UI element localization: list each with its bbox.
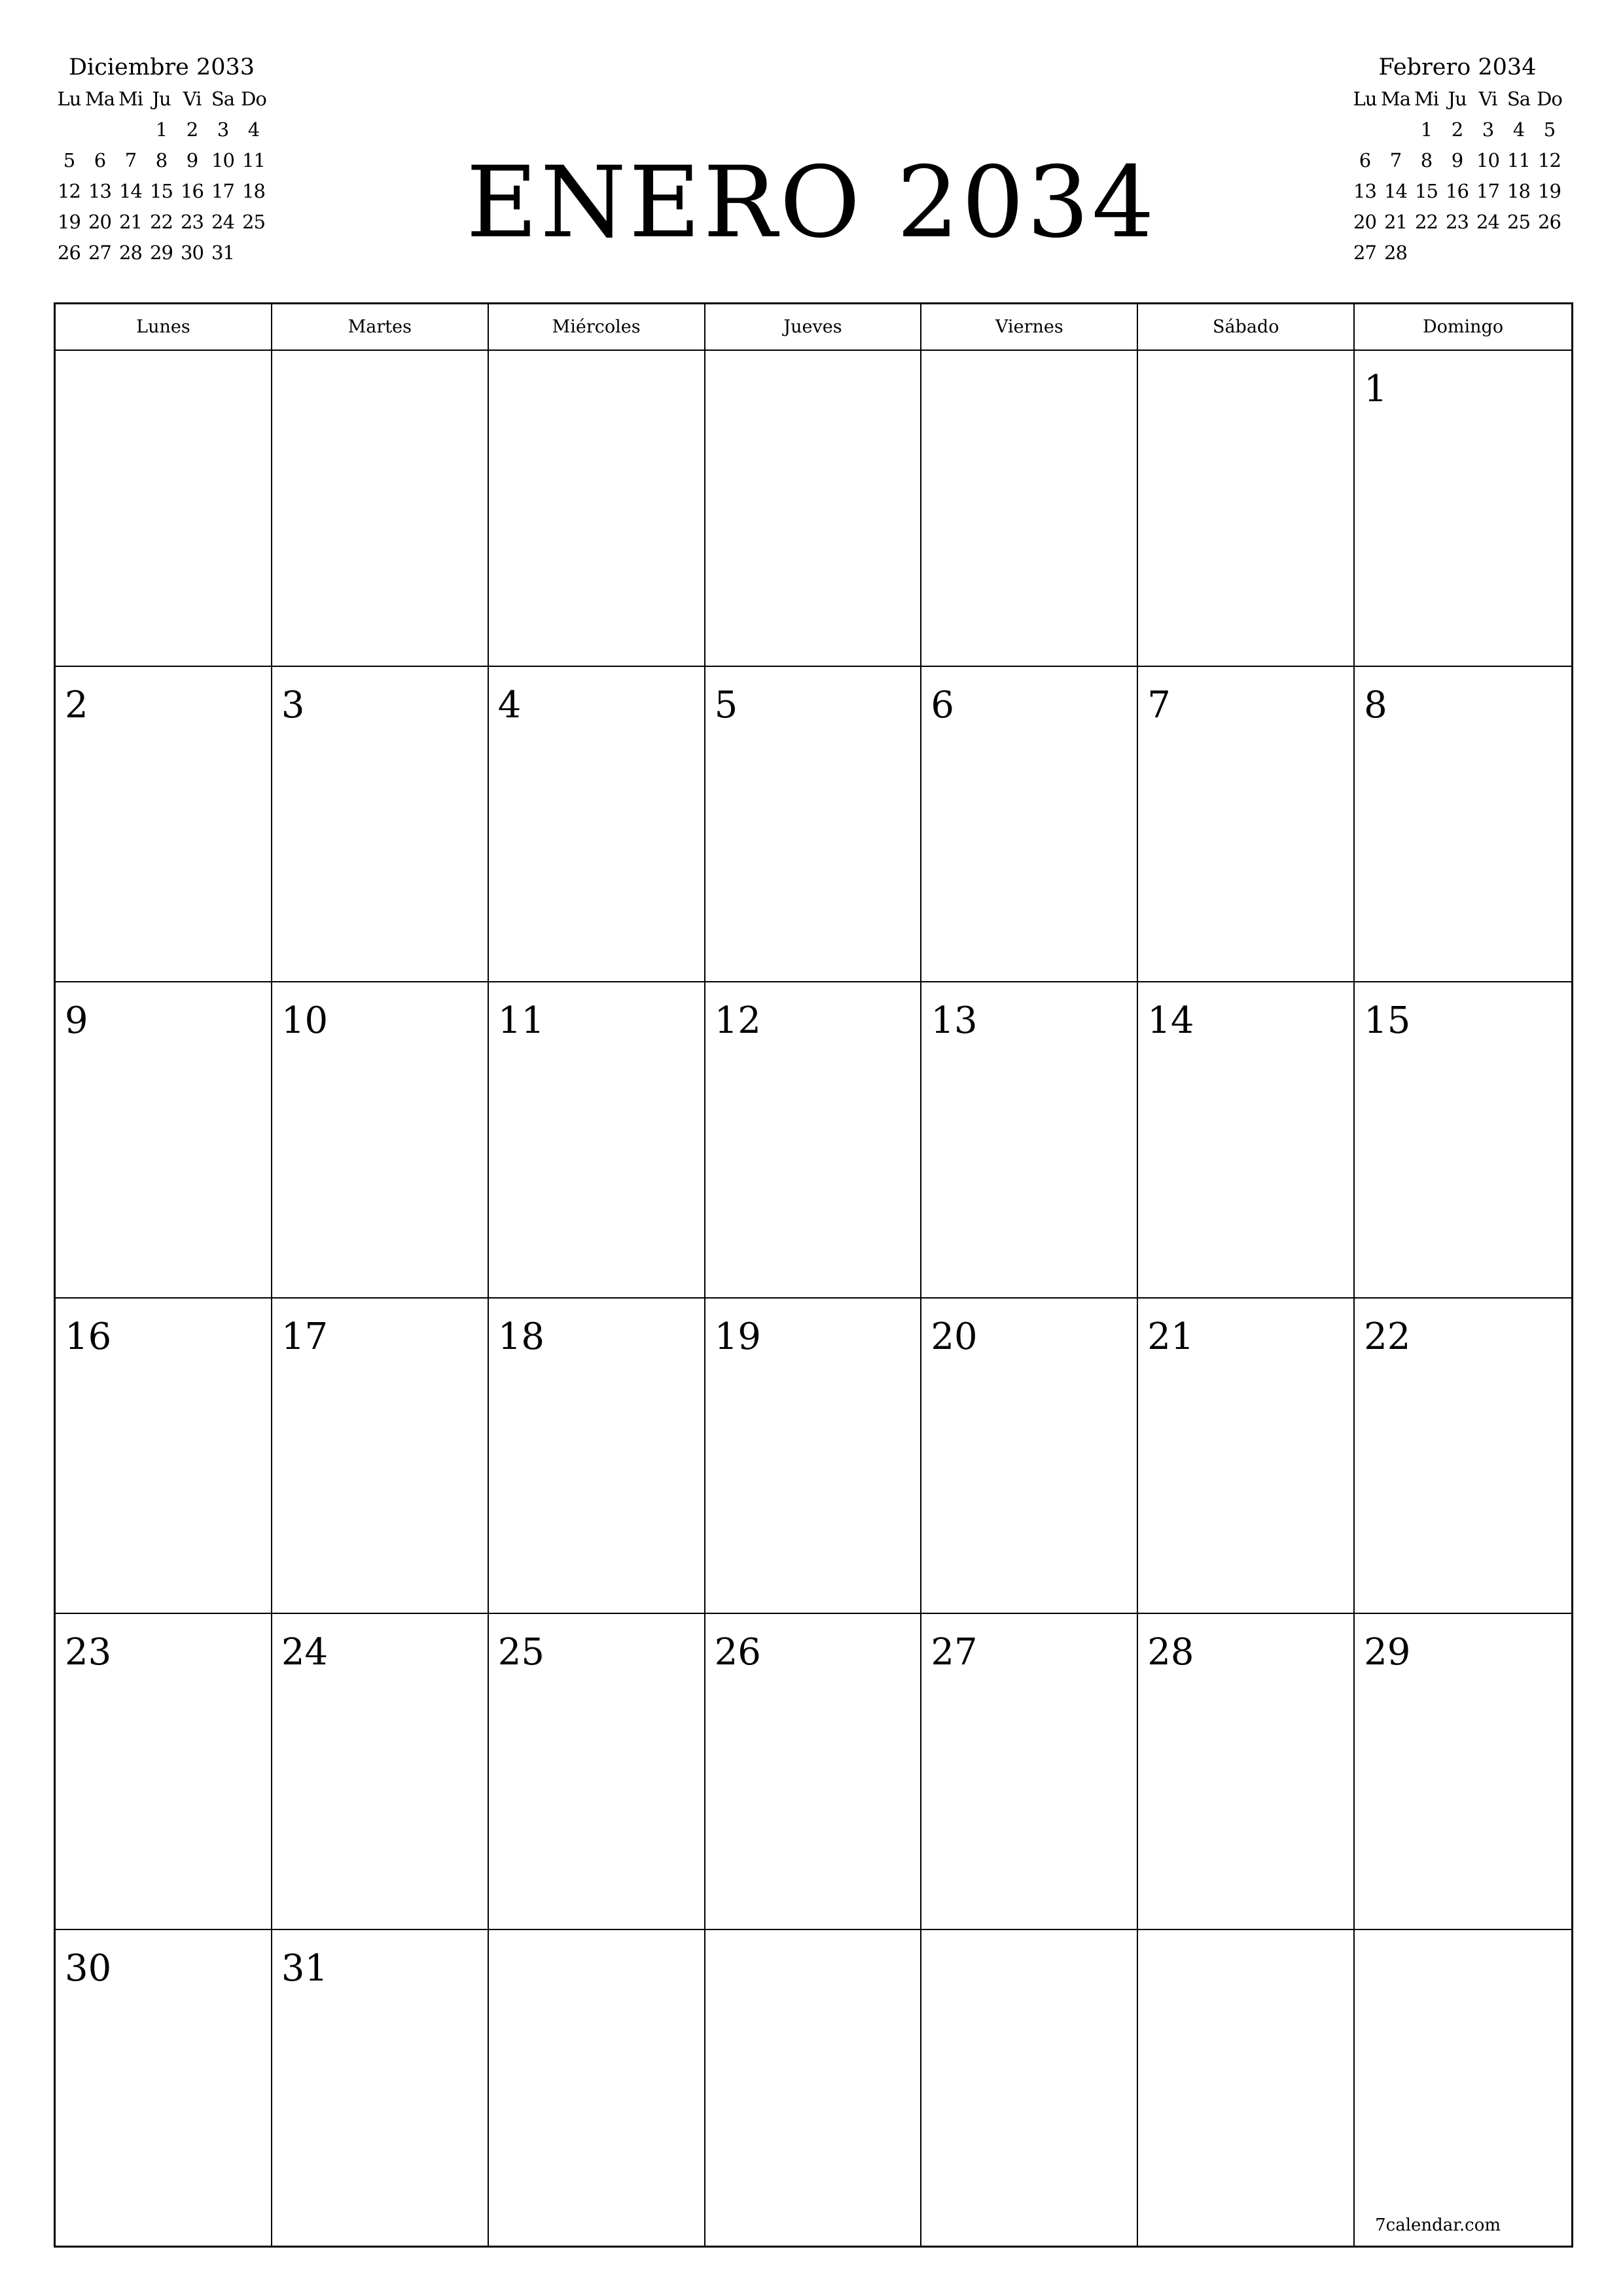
mini-day: 18 — [1507, 180, 1530, 202]
mini-day: 15 — [1415, 180, 1438, 202]
mini-day: 14 — [119, 180, 142, 202]
mini-day: 19 — [1538, 180, 1561, 202]
mini-day — [1503, 238, 1534, 268]
mini-weekday-label: Ju — [1448, 88, 1467, 110]
weekday-header: Sábado — [1138, 304, 1355, 351]
mini-day: 8 — [155, 149, 168, 171]
day-cell — [272, 1930, 489, 2246]
day-number: 3 — [281, 683, 305, 726]
day-cell — [56, 667, 272, 983]
day-number: 18 — [497, 1315, 544, 1358]
mini-day: 5 — [63, 149, 75, 171]
day-number: 9 — [65, 999, 88, 1042]
day-cell — [272, 351, 489, 667]
mini-day — [1349, 115, 1380, 145]
mini-day: 16 — [181, 180, 204, 202]
day-cell — [489, 667, 705, 983]
mini-day: 10 — [211, 149, 234, 171]
day-cell — [705, 1930, 922, 2246]
mini-day: 13 — [88, 180, 111, 202]
day-cell — [272, 982, 489, 1299]
day-number: 15 — [1364, 999, 1411, 1042]
mini-day: 12 — [58, 180, 80, 202]
day-number: 23 — [65, 1631, 112, 1674]
day-cell — [489, 1930, 705, 2246]
day-number: 24 — [281, 1631, 329, 1674]
day-cell — [1138, 1299, 1355, 1615]
mini-weekday-label: Ju — [152, 88, 171, 110]
mini-day: 24 — [211, 211, 234, 233]
page-title: ENERO 2034 — [466, 146, 1157, 260]
day-cell — [705, 667, 922, 983]
day-number: 10 — [281, 999, 329, 1042]
day-cell — [1355, 1930, 1571, 2246]
mini-day — [1442, 238, 1472, 268]
mini-day: 2 — [1451, 118, 1463, 141]
day-cell — [921, 667, 1138, 983]
weekday-header: Viernes — [921, 304, 1138, 351]
day-cell — [56, 1930, 272, 2246]
mini-weekday-label: Ma — [85, 88, 115, 110]
day-cell — [489, 1614, 705, 1930]
day-number: 28 — [1147, 1631, 1194, 1674]
day-cell — [1355, 1299, 1571, 1615]
mini-day: 12 — [1538, 149, 1561, 171]
day-cell — [705, 1299, 922, 1615]
mini-weekday-label: Do — [241, 88, 266, 110]
mini-day: 16 — [1446, 180, 1469, 202]
day-cell — [921, 351, 1138, 667]
mini-day: 18 — [242, 180, 265, 202]
weekday-header: Jueves — [705, 304, 922, 351]
day-number: 2 — [65, 683, 88, 726]
mini-day — [1380, 115, 1411, 145]
mini-day: 4 — [1512, 118, 1525, 141]
mini-day: 8 — [1420, 149, 1433, 171]
mini-day: 21 — [1384, 211, 1407, 233]
mini-day: 22 — [1415, 211, 1438, 233]
mini-weekday-label: Vi — [183, 88, 202, 110]
day-number: 4 — [497, 683, 522, 726]
mini-day: 13 — [1353, 180, 1376, 202]
day-cell — [705, 982, 922, 1299]
mini-day: 27 — [88, 242, 111, 264]
mini-weekday-label: Mi — [118, 88, 143, 110]
mini-day: 9 — [1451, 149, 1463, 171]
mini-calendar-title: Diciembre 2033 — [69, 54, 255, 81]
mini-day: 30 — [181, 242, 204, 264]
day-cell — [489, 982, 705, 1299]
day-number: 1 — [1364, 368, 1387, 410]
mini-calendar-title: Febrero 2034 — [1378, 54, 1537, 81]
mini-day: 17 — [211, 180, 234, 202]
mini-day: 22 — [150, 211, 173, 233]
mini-day: 29 — [150, 242, 173, 264]
mini-weekday-label: Do — [1537, 88, 1562, 110]
day-number: 31 — [281, 1946, 329, 1990]
day-cell — [1355, 667, 1571, 983]
weekday-header: Lunes — [56, 304, 272, 351]
day-number: 6 — [931, 683, 955, 726]
month-grid — [54, 302, 1573, 2248]
mini-day: 7 — [124, 149, 137, 171]
mini-day: 20 — [1353, 211, 1376, 233]
mini-day: 2 — [186, 118, 198, 141]
mini-weekday-label: Lu — [57, 88, 81, 110]
mini-day: 21 — [119, 211, 142, 233]
day-cell — [921, 1930, 1138, 2246]
mini-day: 14 — [1384, 180, 1407, 202]
day-cell — [1355, 351, 1571, 667]
mini-day: 28 — [1384, 242, 1407, 264]
day-cell — [56, 1614, 272, 1930]
mini-calendar-grid — [1349, 84, 1565, 268]
day-cell — [1355, 982, 1571, 1299]
day-number: 25 — [497, 1631, 544, 1674]
day-number: 19 — [714, 1315, 761, 1358]
day-number: 17 — [281, 1315, 329, 1358]
day-cell — [1138, 351, 1355, 667]
day-cell — [489, 351, 705, 667]
day-cell — [1138, 982, 1355, 1299]
day-number: 5 — [714, 683, 738, 726]
day-cell — [489, 1299, 705, 1615]
day-cell — [921, 1614, 1138, 1930]
mini-day: 1 — [155, 118, 168, 141]
day-number: 30 — [65, 1946, 112, 1990]
day-cell — [56, 982, 272, 1299]
day-cell — [705, 1614, 922, 1930]
day-number: 16 — [65, 1315, 112, 1358]
mini-day: 25 — [242, 211, 265, 233]
weekday-header: Domingo — [1355, 304, 1571, 351]
mini-day: 26 — [58, 242, 80, 264]
day-cell — [272, 667, 489, 983]
day-number: 13 — [931, 999, 978, 1042]
mini-day: 26 — [1538, 211, 1561, 233]
mini-day: 7 — [1389, 149, 1402, 171]
day-cell — [705, 351, 922, 667]
mini-day: 6 — [1359, 149, 1371, 171]
mini-weekday-label: Ma — [1381, 88, 1410, 110]
mini-day: 15 — [150, 180, 173, 202]
mini-weekday-label: Sa — [211, 88, 235, 110]
day-number: 20 — [931, 1315, 978, 1358]
mini-weekday-label: Lu — [1353, 88, 1377, 110]
mini-day: 4 — [247, 118, 260, 141]
day-cell — [56, 1299, 272, 1615]
mini-day: 19 — [58, 211, 80, 233]
mini-weekday-label: Sa — [1507, 88, 1531, 110]
day-cell — [1138, 1930, 1355, 2246]
mini-day: 11 — [242, 149, 265, 171]
day-number: 12 — [714, 999, 761, 1042]
weekday-header: Martes — [272, 304, 489, 351]
day-cell — [272, 1614, 489, 1930]
day-number: 11 — [497, 999, 544, 1042]
mini-day: 3 — [1482, 118, 1494, 141]
mini-weekday-label: Vi — [1478, 88, 1497, 110]
mini-weekday-label: Mi — [1414, 88, 1438, 110]
mini-day: 11 — [1507, 149, 1530, 171]
day-cell — [921, 982, 1138, 1299]
day-cell — [56, 351, 272, 667]
day-cell — [1355, 1614, 1571, 1930]
mini-day: 5 — [1543, 118, 1556, 141]
day-number: 22 — [1364, 1315, 1411, 1358]
mini-day: 1 — [1420, 118, 1433, 141]
mini-day: 25 — [1507, 211, 1530, 233]
mini-day: 9 — [186, 149, 198, 171]
day-cell — [921, 1299, 1138, 1615]
day-cell — [1138, 667, 1355, 983]
mini-day: 23 — [181, 211, 204, 233]
mini-day: 24 — [1476, 211, 1499, 233]
mini-day: 6 — [94, 149, 106, 171]
mini-day: 17 — [1476, 180, 1499, 202]
day-number: 27 — [931, 1631, 978, 1674]
mini-day: 10 — [1476, 149, 1499, 171]
mini-day: 20 — [88, 211, 111, 233]
day-number: 26 — [714, 1631, 761, 1674]
mini-day: 31 — [211, 242, 234, 264]
day-number: 7 — [1147, 683, 1171, 726]
mini-day: 27 — [1353, 242, 1376, 264]
day-cell — [272, 1299, 489, 1615]
mini-day: 28 — [119, 242, 142, 264]
mini-day: 3 — [217, 118, 229, 141]
mini-day — [1411, 238, 1442, 268]
day-number: 29 — [1364, 1631, 1411, 1674]
day-number: 8 — [1364, 683, 1387, 726]
mini-day: 23 — [1446, 211, 1469, 233]
day-number: 21 — [1147, 1315, 1194, 1358]
weekday-header: Miércoles — [489, 304, 705, 351]
day-number: 14 — [1147, 999, 1194, 1042]
day-cell — [1138, 1614, 1355, 1930]
mini-day — [1534, 238, 1565, 268]
mini-calendar-next — [1349, 51, 1565, 268]
mini-day — [1472, 238, 1503, 268]
site-credit: 7calendar.com — [1375, 2215, 1501, 2235]
